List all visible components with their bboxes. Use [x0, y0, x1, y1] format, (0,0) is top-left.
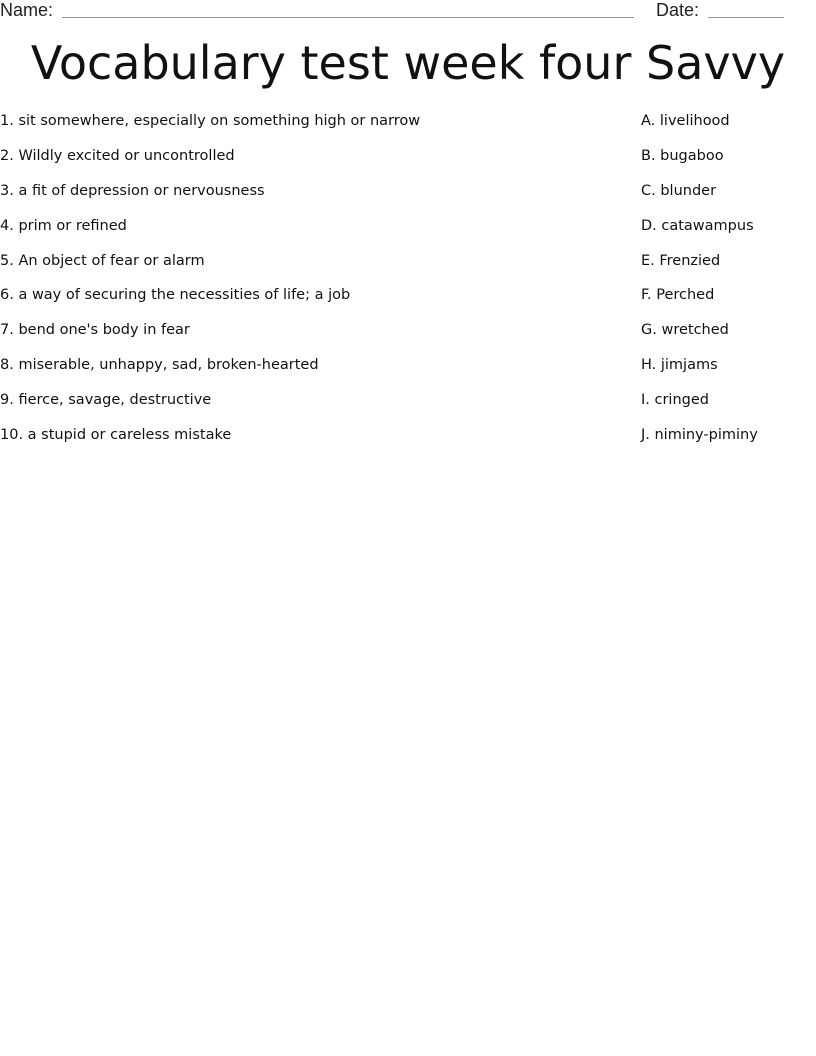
clue-item: 2. Wildly excited or uncontrolled [0, 147, 235, 164]
clue-item: 10. a stupid or careless mistake [0, 427, 232, 444]
answer-item: J. niminy-piminy [641, 427, 758, 444]
answer-item: F. Perched [641, 287, 715, 304]
clue-item: 9. fierce, savage, destructive [0, 392, 212, 409]
clue-item: 4. prim or refined [0, 217, 127, 234]
clue-item: 7. bend one's body in fear [0, 322, 190, 339]
answer-item: A. livelihood [641, 113, 730, 129]
clue-item: 8. miserable, unhappy, sad, broken-hearted [0, 357, 319, 374]
date-label: Date: [656, 0, 700, 20]
page-title: Vocabulary test week four Savvy [30, 36, 786, 90]
date-blank-line [708, 17, 784, 18]
answer-item: D. catawampus [641, 217, 754, 234]
name-blank-line [62, 17, 634, 18]
clue-item: 6. a way of securing the necessities of life; a job [0, 287, 351, 304]
answer-item: H. jimjams [641, 357, 718, 374]
answer-item: B. bugaboo [641, 147, 724, 164]
clue-item: 3. a fit of depression or nervousness [0, 182, 265, 199]
answer-item: I. cringed [641, 392, 709, 409]
answer-item: G. wretched [641, 322, 729, 339]
answer-item: E. Frenzied [641, 252, 721, 269]
name-label: Name: [0, 0, 54, 20]
answer-list [641, 111, 811, 460]
header-row [0, 0, 816, 24]
clue-item: 5. An object of fear or alarm [0, 252, 205, 269]
answer-item: C. blunder [641, 182, 717, 199]
clue-item: 1. sit somewhere, especially on something high or narrow [0, 113, 421, 129]
clue-list [0, 111, 600, 460]
